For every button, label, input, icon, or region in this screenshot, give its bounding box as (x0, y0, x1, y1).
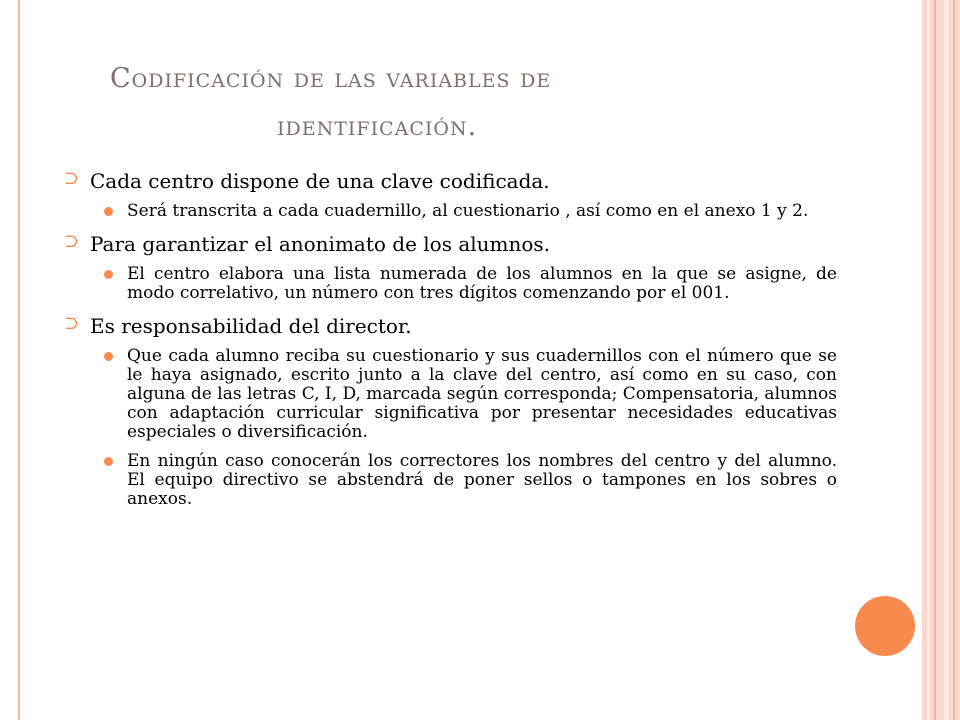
section-heading-text: Cada centro dispone de una clave codificada. (90, 169, 550, 193)
decorative-circle (855, 596, 915, 656)
left-frame-line (18, 0, 20, 720)
slide-content (64, 168, 864, 519)
dot-bullet-icon (104, 270, 113, 279)
section-heading (64, 231, 864, 257)
title-line-2: identificación. (277, 111, 478, 142)
right-frame-stripe (944, 0, 949, 720)
section-item-text: El centro elabora una lista numerada de los alumnos en la que se asigne, de modo correlativo, un número con tres dígitos comenzando por el 001. (127, 264, 837, 303)
section-heading (64, 168, 864, 194)
section-item (104, 452, 837, 509)
section-item-text: Que cada alumno reciba su cuestionario y sus cuadernillos con el número que se le haya asignado, escrito junto a la clave del centro, así como en su caso, con alguna de las letras C, I, D, marcada según corresponda; Compensatoria, alumnos con adaptación curricular significativa por presentar necesidades educativas especiales o diversificación. (127, 346, 837, 442)
ring-bullet-icon: ⊃ (64, 231, 80, 252)
section-heading-text: Es responsabilidad del director. (90, 314, 412, 338)
ring-bullet-icon: ⊃ (64, 313, 80, 334)
ring-bullet-icon: ⊃ (64, 168, 80, 189)
right-frame-stripe (927, 0, 930, 720)
section-item-text: Será transcrita a cada cuadernillo, al cuestionario , así como en el anexo 1 y 2. (127, 201, 809, 221)
section-item (104, 202, 837, 221)
right-frame-stripe (953, 0, 955, 720)
section-heading (64, 313, 864, 339)
section-item (104, 265, 837, 303)
section-heading-text: Para garantizar el anonimato de los alumnos. (90, 232, 551, 256)
section-item (104, 347, 837, 442)
dot-bullet-icon (104, 457, 113, 466)
slide-title (110, 55, 810, 151)
dot-bullet-icon (104, 207, 113, 216)
right-frame-stripe (934, 0, 936, 720)
section-item-text: En ningún caso conocerán los correctores los nombres del centro y del alumno. El equipo directivo se abstendrá de poner sellos o tampones en los sobres o anexos. (127, 451, 837, 509)
title-line-1: Codificación de las variables de (110, 63, 552, 94)
dot-bullet-icon (104, 352, 113, 361)
